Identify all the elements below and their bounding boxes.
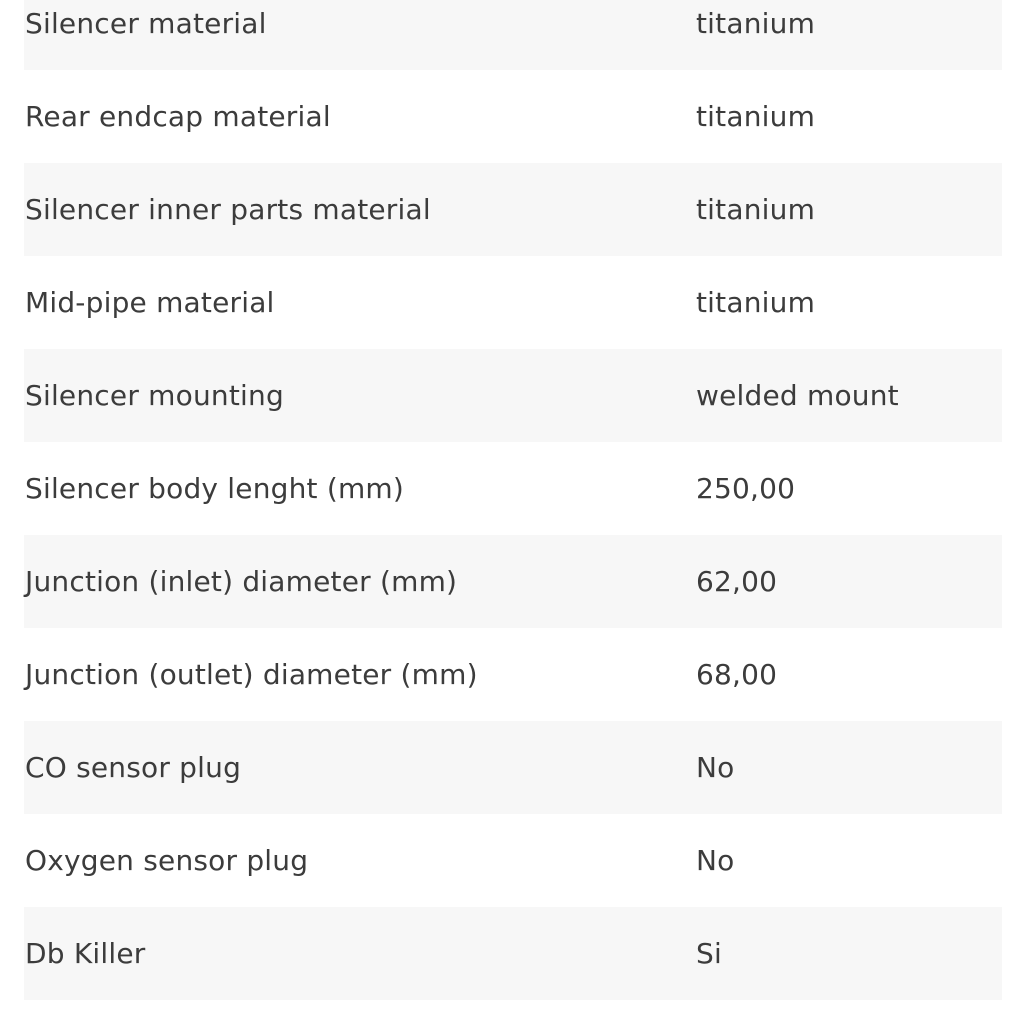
spec-label: Mid-pipe material — [25, 286, 275, 319]
spec-value: 62,00 — [696, 565, 778, 598]
spec-label: Silencer inner parts material — [25, 193, 431, 226]
spec-label: Junction (outlet) diameter (mm) — [25, 658, 478, 691]
spec-row-silencer-mounting — [24, 349, 1002, 442]
spec-value: No — [696, 751, 735, 784]
spec-row-silencer-inner-parts-material — [24, 163, 1002, 256]
spec-value: titanium — [696, 7, 816, 40]
spec-label: CO sensor plug — [25, 751, 242, 784]
spec-row-oxygen-sensor-plug — [24, 814, 1002, 907]
spec-row-junction-outlet-diameter — [24, 628, 1002, 721]
spec-value: titanium — [696, 286, 816, 319]
spec-value: titanium — [696, 193, 816, 226]
spec-row-silencer-body-length — [24, 442, 1002, 535]
spec-value: welded mount — [696, 379, 899, 412]
spec-value: No — [696, 844, 735, 877]
spec-value: 250,00 — [696, 472, 796, 505]
spec-label: Rear endcap material — [25, 100, 331, 133]
spec-row-mid-pipe-material — [24, 256, 1002, 349]
spec-label: Junction (inlet) diameter (mm) — [25, 565, 458, 598]
spec-row-junction-inlet-diameter — [24, 535, 1002, 628]
spec-label: Silencer material — [25, 7, 267, 40]
spec-label: Oxygen sensor plug — [25, 844, 309, 877]
spec-label: Db Killer — [25, 937, 146, 970]
spec-label: Silencer mounting — [25, 379, 284, 412]
spec-value: 68,00 — [696, 658, 778, 691]
spec-row-rear-endcap-material — [24, 70, 1002, 163]
spec-row-silencer-material — [24, 0, 1002, 70]
spec-value: Si — [696, 937, 722, 970]
spec-label: Silencer body lenght (mm) — [25, 472, 405, 505]
spec-table — [24, 0, 1002, 1000]
spec-row-co-sensor-plug — [24, 721, 1002, 814]
spec-row-db-killer — [24, 907, 1002, 1000]
spec-value: titanium — [696, 100, 816, 133]
